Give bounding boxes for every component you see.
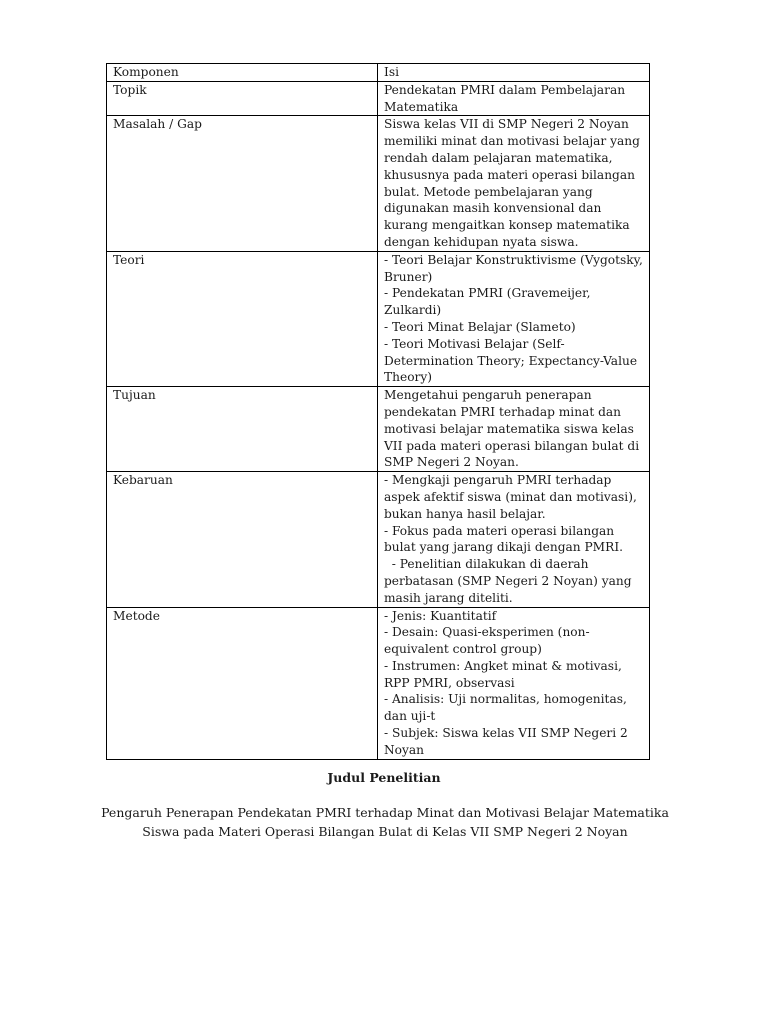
research-matrix-table xyxy=(106,63,650,760)
row-label: Kebaruan xyxy=(107,472,378,607)
table-row-topik xyxy=(107,81,650,116)
row-content: - Teori Belajar Konstruktivisme (Vygotsky, Bruner) - Pendekatan PMRI (Gravemeijer, Zulkardi) - Teori Minat Belajar (Slameto) - Teori Motivasi Belajar (Self-Determination Theory; Expectancy-Value Theory) xyxy=(378,251,650,386)
row-label: Metode xyxy=(107,607,378,759)
row-label: Masalah / Gap xyxy=(107,116,378,251)
header-isi: Isi xyxy=(378,64,650,82)
row-content: Siswa kelas VII di SMP Negeri 2 Noyan memiliki minat dan motivasi belajar yang rendah dalam pelajaran matematika, khususnya pada materi operasi bilangan bulat. Metode pembelajaran yang digunakan masih konvensional dan kurang mengaitkan konsep matematika dengan kehidupan nyata siswa. xyxy=(378,116,650,251)
header-komponen: Komponen xyxy=(107,64,378,82)
table-header-row xyxy=(107,64,650,82)
row-content: - Jenis: Kuantitatif - Desain: Quasi-eksperimen (non-equivalent control group) - Instrumen: Angket minat & motivasi, RPP PMRI, observasi - Analisis: Uji normalitas, homogenitas, dan uji-t - Subjek: Siswa kelas VII SMP Negeri 2 Noyan xyxy=(378,607,650,759)
table-row-metode xyxy=(107,607,650,759)
table-row-tujuan xyxy=(107,387,650,472)
table-row-kebaruan xyxy=(107,472,650,607)
row-label: Tujuan xyxy=(107,387,378,472)
row-content: Mengetahui pengaruh penerapan pendekatan PMRI terhadap minat dan motivasi belajar matematika siswa kelas VII pada materi operasi bilangan bulat di SMP Negeri 2 Noyan. xyxy=(378,387,650,472)
row-content: - Mengkaji pengaruh PMRI terhadap aspek afektif siswa (minat dan motivasi), bukan hanya hasil belajar. - Fokus pada materi operasi bilangan bulat yang jarang dikaji dengan PMRI. - Penelitian dilakukan di daerah perbatasan (SMP Negeri 2 Noyan) yang masih jarang diteliti. xyxy=(378,472,650,607)
research-title: Pengaruh Penerapan Pendekatan PMRI terhadap Minat dan Motivasi Belajar Matematika Siswa pada Materi Operasi Bilangan Bulat di Kelas VII SMP Negeri 2 Noyan xyxy=(101,805,669,839)
row-content: Pendekatan PMRI dalam Pembelajaran Matematika xyxy=(378,81,650,116)
row-label: Teori xyxy=(107,251,378,386)
row-label: Topik xyxy=(107,81,378,116)
section-heading: Judul Penelitian xyxy=(327,770,441,785)
table-row-teori xyxy=(107,251,650,386)
table-row-masalah-gap xyxy=(107,116,650,251)
